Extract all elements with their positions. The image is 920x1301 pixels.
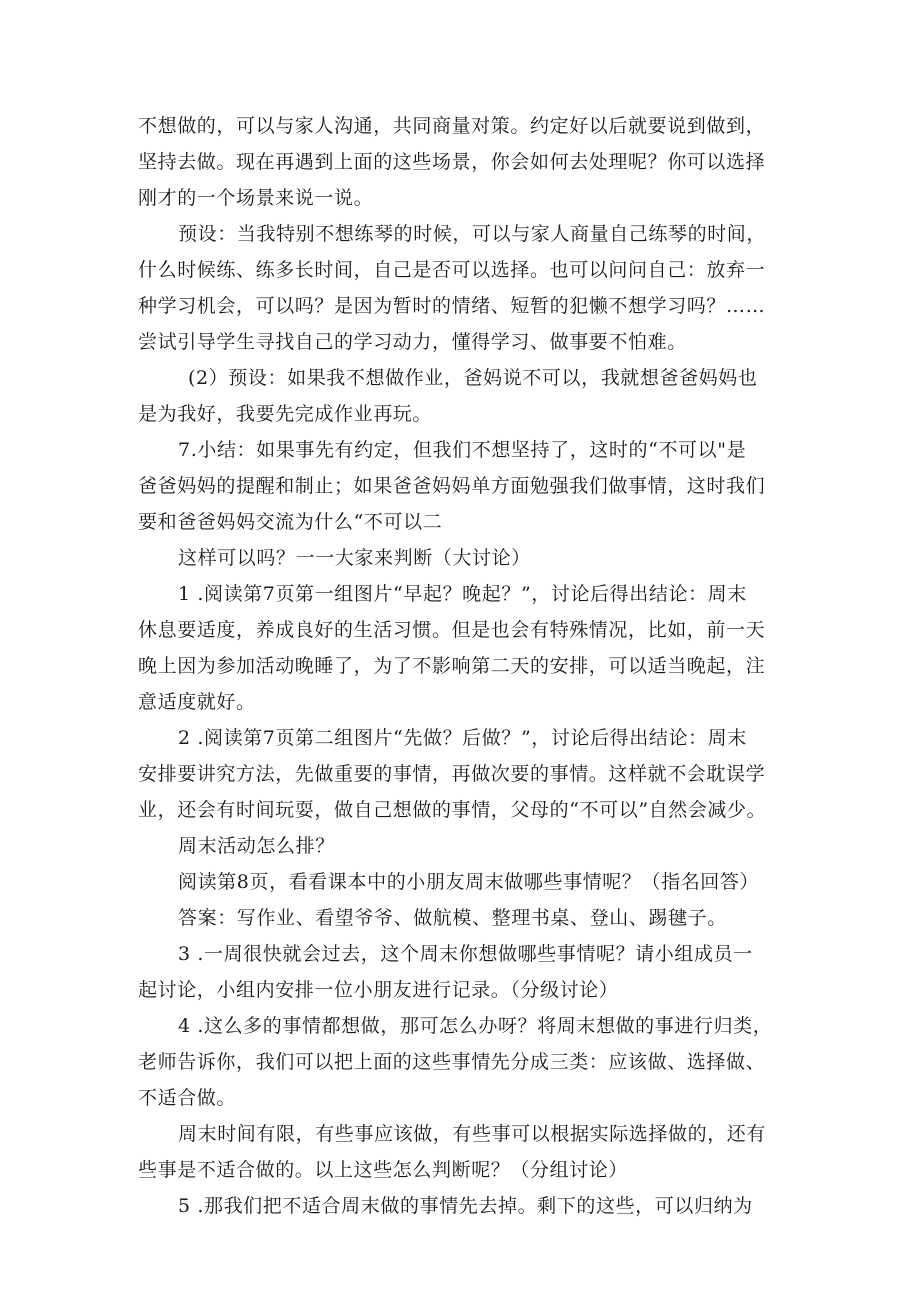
text-line: 阅读第8页，看看课本中的小朋友周末做哪些事情呢？（指名回答） (178, 871, 760, 893)
text-line: 周末时间有限，有些事应该做，有些事可以根据实际选择做的，还有 (178, 1123, 767, 1145)
text-line: 安排要讲究方法，先做重要的事情，再做次要的事情。这样就不会耽误学 (138, 763, 766, 785)
text-line: 意适度就好。 (138, 691, 256, 713)
text-line: 些事是不适合做的。以上这些怎么判断呢？（分组讨论） (138, 1159, 629, 1181)
text-line: 业，还会有时间玩耍，做自己想做的事情，父母的“不可以”自然会减少。 (138, 799, 767, 821)
text-line: 种学习机会，可以吗？是因为暂时的情绪、短暂的犯懒不想学习吗？…… (138, 295, 766, 317)
text-line: 预设：当我特别不想练琴的时候，可以与家人商量自己练琴的时间， (178, 223, 767, 245)
text-line: 4 .这么多的事情都想做，那可怎么办呀？将周末想做的事进行归类， (178, 1015, 773, 1037)
text-line: 3 .一周很快就会过去，这个周末你想做哪些事情呢？请小组成员一 (178, 943, 753, 965)
text-line: 什么时候练、练多长时间，自己是否可以选择。也可以问问自己：放弃一 (138, 259, 766, 281)
text-line: 答案：写作业、看望爷爷、做航模、整理书桌、登山、踢毽子。 (178, 907, 727, 929)
text-line: 坚持去做。现在再遇到上面的这些场景，你会如何去处理呢？你可以选择 (138, 151, 766, 173)
text-line: 7.小结：如果事先有约定，但我们不想坚持了，这时的“不可以"是 (178, 439, 747, 461)
text-line: 刚才的一个场景来说一说。 (138, 187, 374, 209)
text-line: 爸爸妈妈的提醒和制止；如果爸爸妈妈单方面勉强我们做事情，这时我们 (138, 475, 766, 497)
text-line: 2 .阅读第7页第二组图片“先做？后做？”，讨论后得出结论：周末 (178, 727, 747, 749)
text-line: 不想做的，可以与家人沟通，共同商量对策。约定好以后就要说到做到， (138, 115, 766, 137)
text-line: 不适合做。 (138, 1087, 237, 1109)
text-line: 休息要适度，养成良好的生活习惯。但是也会有特殊情况，比如，前一天 (138, 619, 766, 641)
text-line: 起讨论，小组内安排一位小朋友进行记录。（分级讨论） (138, 979, 619, 1001)
text-line: 老师告诉你，我们可以把上面的这些事情先分成三类：应该做、选择做、 (138, 1051, 766, 1073)
text-line: 是为我好，我要先完成作业再玩。 (138, 403, 433, 425)
document-body (138, 108, 798, 1224)
text-line: 周末活动怎么排？ (178, 835, 335, 857)
text-line: 要和爸爸妈妈交流为什么“不可以二 (138, 511, 443, 533)
text-line: 5 .那我们把不适合周末做的事情先去掉。剩下的这些，可以归纳为 (178, 1195, 753, 1217)
text-line: 尝试引导学生寻找自己的学习动力，懂得学习、做事要不怕难。 (138, 331, 687, 353)
text-line: 晚上因为参加活动晚睡了，为了不影响第二天的安排，可以适当晚起，注 (138, 655, 766, 677)
text-line: 这样可以吗？一一大家来判断（大讨论） (178, 547, 531, 569)
text-line: (2）预设：如果我不想做作业，爸妈说不可以，我就想爸爸妈妈也 (188, 367, 758, 389)
text-line: 1 .阅读第7页第一组图片“早起？晚起？”，讨论后得出结论：周末 (178, 583, 747, 605)
